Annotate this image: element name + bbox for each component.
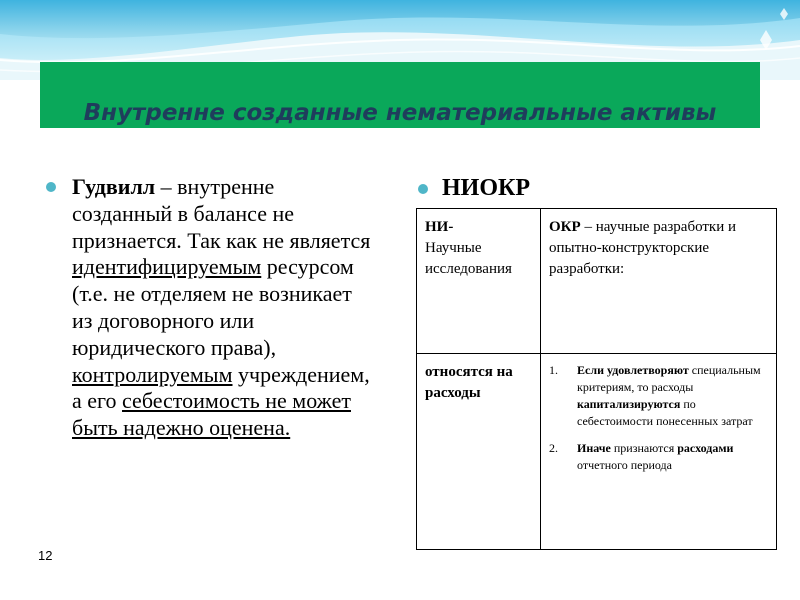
slide-title: Внутренне созданные нематериальные активы [83, 100, 717, 126]
table-row [417, 353, 777, 549]
research-text: Научные исследования [425, 240, 512, 277]
niokr-heading-block [418, 174, 530, 202]
list-item-number: 2. [549, 440, 558, 455]
goodwill-text-part-3: контролируемым [72, 361, 233, 387]
list-item [549, 440, 768, 474]
list-item-plain: по себестоимости понесенных затрат [577, 396, 753, 428]
development-text: – научные разработки и опытно-конструкторские разработки: [549, 219, 737, 277]
list-item-bold: капитализируются [577, 396, 681, 411]
conditions-list [549, 362, 768, 474]
list-item-bold: Иначе [577, 440, 611, 455]
page-number: 12 [38, 548, 53, 563]
bullet-icon [46, 182, 56, 192]
list-item [549, 362, 768, 430]
title-bar [40, 62, 760, 128]
list-item-number: 1. [549, 362, 558, 377]
table-cell-development [541, 209, 777, 354]
list-item-text [577, 440, 768, 474]
goodwill-text [72, 174, 376, 442]
list-item-plain: отчетного периода [577, 457, 672, 472]
development-label: ОКР [549, 219, 581, 235]
table-cell-expenses [417, 353, 541, 549]
list-item-bold: расходами [677, 440, 734, 455]
list-item-plain: признаются [610, 440, 678, 455]
table-row [417, 209, 777, 354]
list-item-plain: специальным критериям, то расходы [577, 362, 761, 394]
goodwill-term: Гудвилл [72, 174, 156, 199]
niokr-table [416, 208, 777, 550]
list-item-bold: Если удовлетворяют [577, 362, 689, 377]
bullet-icon [418, 184, 428, 194]
goodwill-text-part-2: ресурсом (т.е. не отделяем не возникает из договорного или юридического права), [72, 254, 354, 360]
research-label: НИ- [425, 219, 454, 235]
table-cell-conditions [541, 353, 777, 549]
goodwill-text-part-0: – внутренне созданный в балансе не признается. Так как не является [72, 174, 371, 253]
niokr-heading: НИОКР [442, 175, 531, 201]
table-cell-research [417, 209, 541, 354]
goodwill-text-part-5: себестоимость не может быть надежно оценена. [72, 388, 351, 441]
goodwill-text-part-1: идентифицируемым [72, 254, 262, 280]
list-item-text [577, 362, 768, 430]
goodwill-block [46, 174, 376, 442]
expenses-text: относятся на расходы [425, 363, 513, 401]
goodwill-text-part-4: учреждением, а его [72, 361, 370, 414]
